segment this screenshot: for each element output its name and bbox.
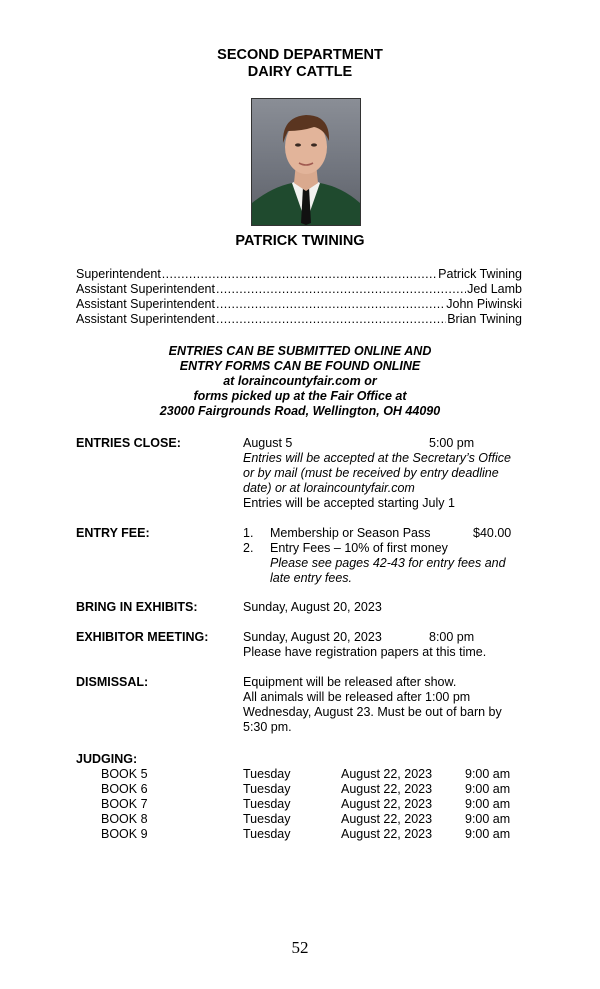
judging-book: BOOK 8 bbox=[101, 812, 148, 826]
judging-time: 9:00 am bbox=[465, 767, 511, 781]
judging-date: August 22, 2023 bbox=[341, 767, 433, 781]
judging-book: BOOK 5 bbox=[101, 767, 148, 781]
staff-role: Assistant Superintendent bbox=[76, 282, 215, 296]
entry-fee-label: ENTRY FEE: bbox=[76, 526, 150, 540]
exhibitor-meeting-time: 8:00 pm bbox=[429, 630, 475, 644]
portrait-image bbox=[252, 99, 360, 225]
dismissal-line: 5:30 pm. bbox=[243, 720, 292, 734]
fee-item-text: Membership or Season Pass bbox=[270, 526, 431, 540]
exhibitor-meeting-note: Please have registration papers at this time. bbox=[243, 645, 487, 659]
judging-time: 9:00 am bbox=[465, 812, 511, 826]
notice-line: at loraincountyfair.com or bbox=[223, 374, 377, 388]
notice-line: ENTRIES CAN BE SUBMITTED ONLINE AND bbox=[168, 344, 432, 358]
staff-name: John Piwinski bbox=[446, 297, 522, 311]
fee-item-number: 2. bbox=[243, 541, 254, 555]
judging-time: 9:00 am bbox=[465, 782, 511, 796]
fee-item-number: 1. bbox=[243, 526, 254, 540]
exhibitor-meeting-date: Sunday, August 20, 2023 bbox=[243, 630, 382, 644]
judging-day: Tuesday bbox=[243, 812, 291, 826]
judging-book: BOOK 9 bbox=[101, 827, 148, 841]
fee-note: late entry fees. bbox=[270, 571, 352, 585]
fee-note: Please see pages 42-43 for entry fees and bbox=[270, 556, 506, 570]
notice-line: forms picked up at the Fair Office at bbox=[193, 389, 407, 403]
dismissal-line: Wednesday, August 23. Must be out of barn by bbox=[243, 705, 502, 719]
category-title: DAIRY CATTLE bbox=[247, 64, 353, 80]
dismissal-label: DISMISSAL: bbox=[76, 675, 149, 689]
judging-time: 9:00 am bbox=[465, 827, 511, 841]
staff-role: Assistant Superintendent bbox=[76, 297, 215, 311]
fee-item-price: $40.00 bbox=[473, 526, 512, 540]
entries-close-date: August 5 bbox=[243, 436, 293, 450]
bring-in-label: BRING IN EXHIBITS: bbox=[76, 600, 198, 614]
exhibitor-meeting-label: EXHIBITOR MEETING: bbox=[76, 630, 209, 644]
staff-row bbox=[76, 267, 522, 282]
entries-close-note: Entries will be accepted at the Secretary’s Office bbox=[243, 451, 511, 465]
judging-date: August 22, 2023 bbox=[341, 797, 433, 811]
entries-close-time: 5:00 pm bbox=[429, 436, 475, 450]
judging-book: BOOK 6 bbox=[101, 782, 148, 796]
staff-row bbox=[76, 282, 522, 297]
notice-address: 23000 Fairgrounds Road, Wellington, OH 44090 bbox=[159, 404, 441, 418]
department-title: SECOND DEPARTMENT bbox=[217, 47, 383, 63]
judging-book: BOOK 7 bbox=[101, 797, 148, 811]
staff-name: Jed Lamb bbox=[467, 282, 522, 296]
staff-name: Patrick Twining bbox=[438, 267, 522, 281]
bring-in-date: Sunday, August 20, 2023 bbox=[243, 600, 382, 614]
fee-item-text: Entry Fees – 10% of first money bbox=[270, 541, 448, 555]
dismissal-line: All animals will be released after 1:00 pm bbox=[243, 690, 471, 704]
notice-line: ENTRY FORMS CAN BE FOUND ONLINE bbox=[179, 359, 421, 373]
staff-name: Brian Twining bbox=[447, 312, 522, 326]
staff-role: Superintendent bbox=[76, 267, 161, 281]
staff-role: Assistant Superintendent bbox=[76, 312, 215, 326]
judging-time: 9:00 am bbox=[465, 797, 511, 811]
entries-start-note: Entries will be accepted starting July 1 bbox=[243, 496, 455, 510]
judging-label: JUDGING: bbox=[76, 752, 138, 766]
judging-day: Tuesday bbox=[243, 782, 291, 796]
staff-row bbox=[76, 312, 522, 327]
judging-date: August 22, 2023 bbox=[341, 782, 433, 796]
dismissal-line: Equipment will be released after show. bbox=[243, 675, 457, 689]
judging-day: Tuesday bbox=[243, 797, 291, 811]
entries-close-note: or by mail (must be received by entry deadline bbox=[243, 466, 499, 480]
judging-date: August 22, 2023 bbox=[341, 827, 433, 841]
judging-date: August 22, 2023 bbox=[341, 812, 433, 826]
entries-close-label: ENTRIES CLOSE: bbox=[76, 436, 181, 450]
entries-close-note: date) or at loraincountyfair.com bbox=[243, 481, 415, 495]
person-name: PATRICK TWINING bbox=[235, 233, 365, 249]
superintendent-photo bbox=[251, 98, 361, 226]
page-number: 52 bbox=[291, 938, 309, 957]
judging-day: Tuesday bbox=[243, 827, 291, 841]
staff-row bbox=[76, 297, 522, 312]
judging-day: Tuesday bbox=[243, 767, 291, 781]
